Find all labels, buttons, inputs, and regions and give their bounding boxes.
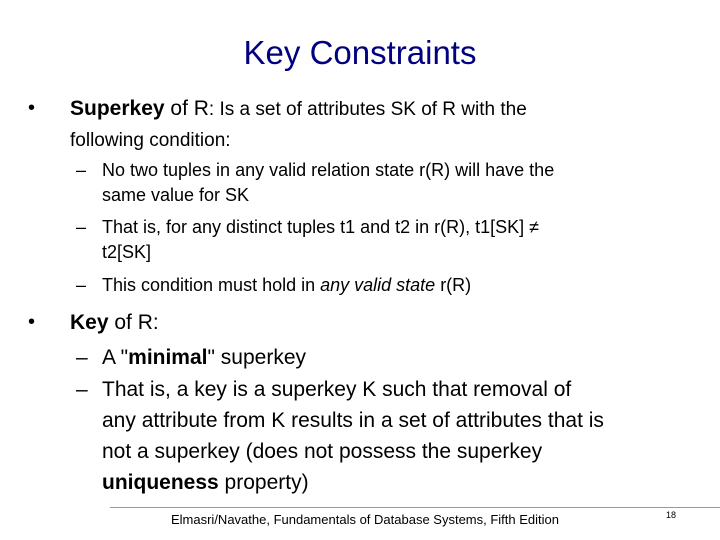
slide-title: Key Constraints	[243, 34, 477, 71]
sub-text-italic: any valid state	[320, 275, 436, 295]
footer-citation: Elmasri/Navathe, Fundamentals of Database Systems, Fifth Edition	[170, 512, 559, 527]
sub-text-line2: same value for SK	[102, 185, 250, 205]
key-term: Key	[70, 311, 109, 334]
sub-text-pre: This condition must hold in	[102, 275, 321, 295]
sub-text-pre: A "	[102, 346, 129, 369]
sub-text-line2: any attribute from K results in a set of attributes that is	[102, 409, 604, 432]
sub-text-bold: minimal	[128, 346, 208, 369]
key-of-r: of R:	[108, 311, 159, 334]
bullet-text	[70, 307, 695, 338]
bullet-marker: •	[28, 311, 36, 333]
superkey-term: Superkey	[70, 97, 165, 120]
uniqueness-term: uniqueness	[102, 471, 219, 494]
page-number: 18	[666, 510, 677, 520]
dash-marker: –	[76, 160, 87, 180]
dash-marker: –	[76, 217, 87, 237]
sub-text-line2: t2[SK]	[102, 242, 152, 262]
superkey-definition-line2: following condition:	[70, 130, 231, 151]
superkey-definition-line1: : Is a set of attributes SK of R with the	[208, 99, 527, 120]
sub-text-line4: property)	[218, 471, 309, 494]
sub-text-post: r(R)	[435, 275, 472, 295]
bullet-marker: •	[28, 97, 36, 119]
dash-marker: –	[76, 275, 87, 295]
bullet-text	[70, 93, 695, 156]
of-r-text: of R	[164, 97, 209, 120]
footer-divider	[110, 507, 720, 508]
sub-text-line3: not a superkey (does not possess the superkey	[102, 440, 543, 463]
dash-marker: –	[76, 378, 88, 401]
sub-text-line1: That is, for any distinct tuples t1 and t2 in r(R), t1[SK] ≠	[102, 217, 540, 237]
sub-text-post: " superkey	[207, 346, 306, 369]
dash-marker: –	[76, 346, 88, 369]
sub-text-line1: No two tuples in any valid relation state r(R) will have the	[102, 160, 555, 180]
sub-text-line1: That is, a key is a superkey K such that removal of	[102, 378, 572, 401]
